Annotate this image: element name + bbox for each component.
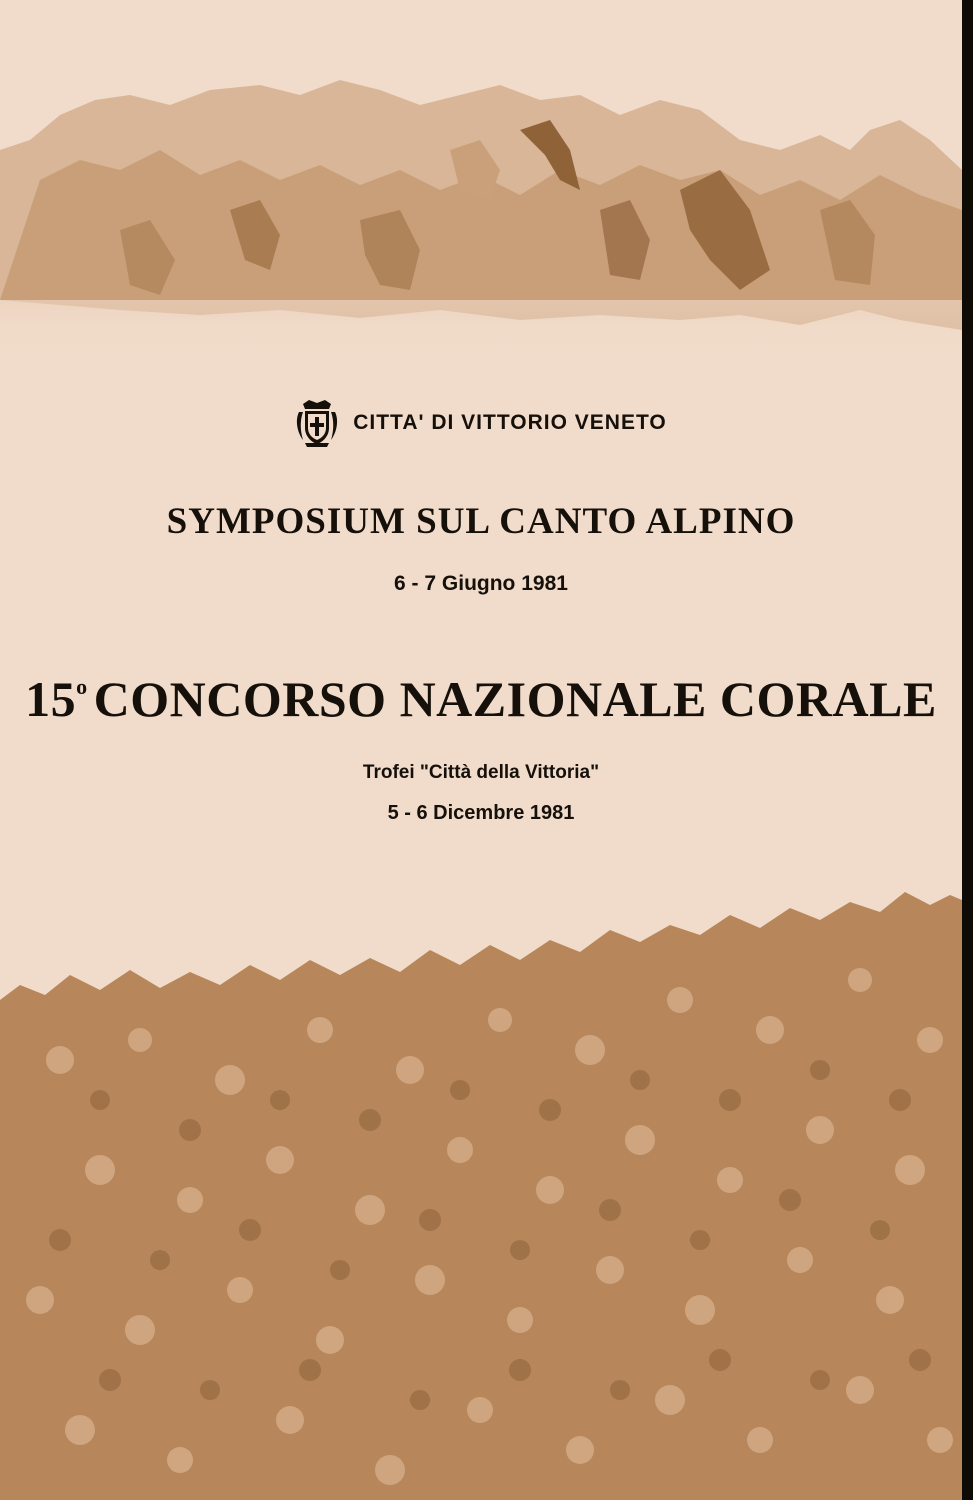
concorso-ordinal: o: [76, 674, 88, 699]
symposium-title: SYMPOSIUM SUL CANTO ALPINO: [166, 501, 796, 542]
mountain-photo: [0, 60, 962, 360]
concorso-number: 15: [25, 671, 77, 727]
concorso-date: 5 - 6 Dicembre 1981: [387, 802, 575, 824]
concorso-title: CONCORSO NAZIONALE CORALE: [93, 671, 937, 727]
city-header: [0, 398, 962, 448]
city-name: CITTA' DI VITTORIO VENETO: [353, 411, 667, 434]
trophy-line: Trofei "Città della Vittoria": [362, 762, 600, 783]
pine-forest-photo: [0, 880, 962, 1500]
concorso-heading: [0, 670, 962, 728]
coat-of-arms-icon: [295, 398, 339, 448]
scan-edge: [962, 0, 973, 1500]
symposium-date: 6 - 7 Giugno 1981: [394, 572, 568, 595]
